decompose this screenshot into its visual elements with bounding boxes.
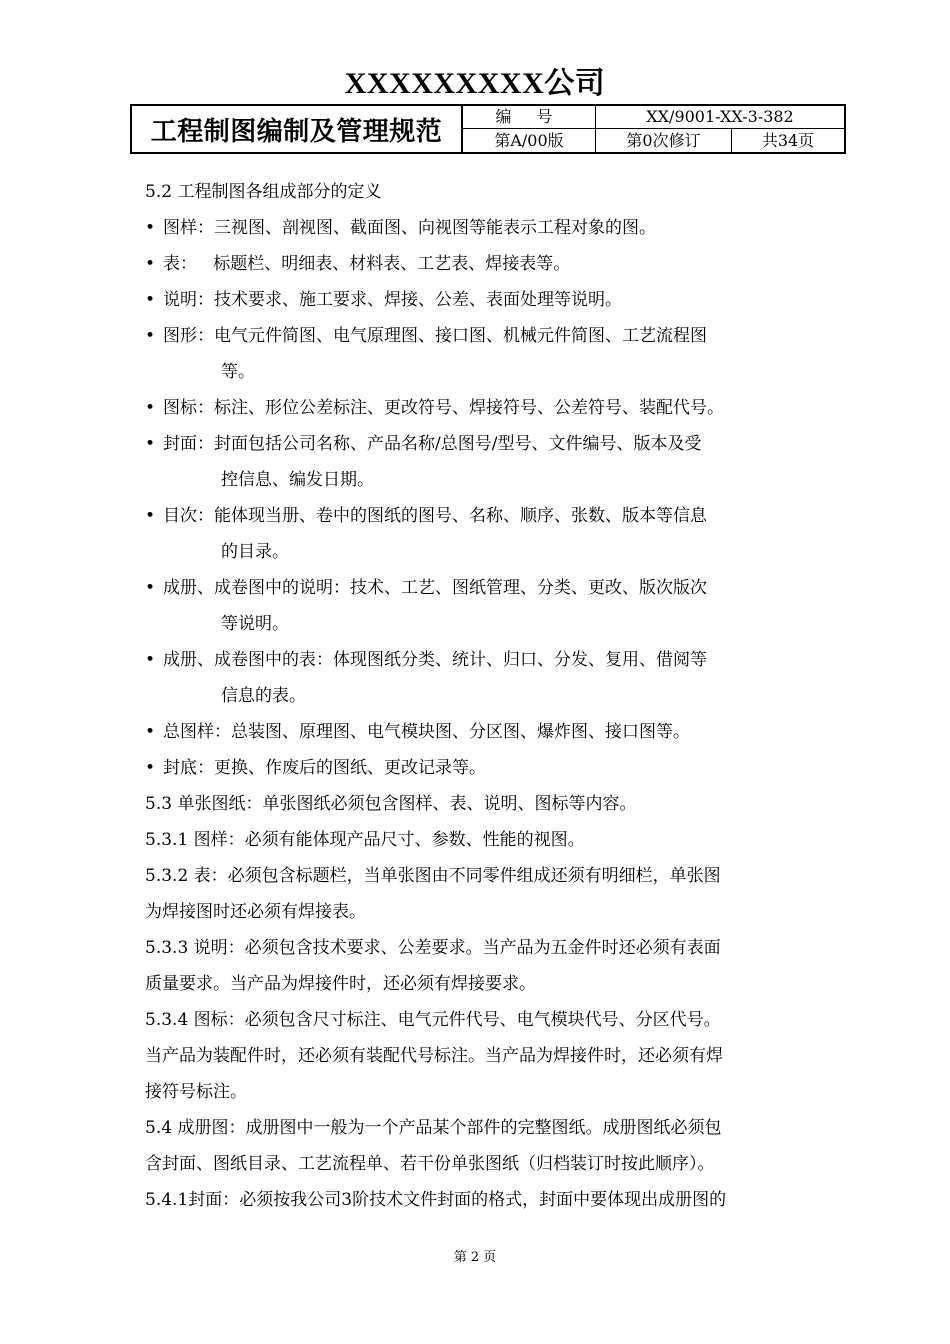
paragraph-line: 5.3.4 图标：必须包含尺寸标注、电气元件代号、电气模块代号、分区代号。 <box>145 1010 721 1030</box>
number-label: 编 号 <box>463 106 596 129</box>
paragraph-line: 5.3.3 说明：必须包含技术要求、公差要求。当产品为五金件时还必须有表面 <box>145 938 721 958</box>
definition-item <box>145 498 815 570</box>
definition-text: 图样：三视图、剖视图、截面图、向视图等能表示工程对象的图。 <box>163 218 656 238</box>
bullet-marker: • <box>145 506 156 526</box>
paragraph-line: 5.4.1封面：必须按我公司3阶技术文件封面的格式，封面中要体现出成册图的 <box>145 1190 727 1210</box>
definition-continuation: 的目录。 <box>221 542 289 562</box>
company-name: XXXXXXXXX公司 <box>344 67 606 100</box>
paragraph-line: 质量要求。当产品为焊接件时，还必须有焊接要求。 <box>145 974 536 994</box>
definition-item <box>145 642 815 714</box>
bullet-marker: • <box>145 758 156 778</box>
bullet-marker: • <box>145 578 156 598</box>
definition-text: 成册、成卷图中的表：体现图纸分类、统计、归口、分发、复用、借阅等 <box>163 650 707 670</box>
definition-continuation: 等。 <box>221 362 255 382</box>
paragraph-line: 含封面、图纸目录、工艺流程单、若干份单张图纸（归档装订时按此顺序）。 <box>145 1154 715 1174</box>
definition-item <box>145 426 815 498</box>
definition-text: 封底：更换、作废后的图纸、更改记录等。 <box>163 758 486 778</box>
definition-text: 说明：技术要求、施工要求、焊接、公差、表面处理等说明。 <box>163 290 622 310</box>
definition-text: 图形：电气元件简图、电气原理图、接口图、机械元件简图、工艺流程图 <box>163 326 707 346</box>
definition-continuation: 控信息、编发日期。 <box>221 470 374 490</box>
definition-text: 表： 标题栏、明细表、材料表、工艺表、焊接表等。 <box>163 254 571 274</box>
definition-text: 封面：封面包括公司名称、产品名称/总图号/型号、文件编号、版本及受 <box>163 434 702 454</box>
definition-item <box>145 246 815 282</box>
paragraph-line: 当产品为装配件时，还必须有装配代号标注。当产品为焊接件时，还必须有焊 <box>145 1046 723 1066</box>
bullet-marker: • <box>145 398 156 418</box>
page-footer: 第 2 页 <box>453 1250 497 1265</box>
document-body <box>145 174 815 1218</box>
page-count-cell: 共34页 <box>761 130 815 150</box>
definition-text: 总图样：总装图、原理图、电气模块图、分区图、爆炸图、接口图等。 <box>163 722 690 742</box>
definition-item <box>145 714 815 750</box>
bullet-marker: • <box>145 290 156 310</box>
definition-text: 图标：标注、形位公差标注、更改符号、焊接符号、公差符号、装配代号。 <box>163 398 724 418</box>
definition-text: 目次：能体现当册、卷中的图纸的图号、名称、顺序、张数、版本等信息 <box>163 506 707 526</box>
section-heading-5-2: 5.2 工程制图各组成部分的定义 <box>145 182 382 202</box>
definition-item <box>145 318 815 390</box>
paragraph-line: 5.3.1 图样：必须有能体现产品尺寸、参数、性能的视图。 <box>145 830 585 850</box>
definition-item <box>145 750 815 786</box>
document-header-table <box>130 104 846 154</box>
bullet-marker: • <box>145 326 156 346</box>
definition-continuation: 信息的表。 <box>221 686 306 706</box>
bullet-marker: • <box>145 722 156 742</box>
definition-item <box>145 210 815 246</box>
bullet-marker: • <box>145 254 156 274</box>
bullet-marker: • <box>145 650 156 670</box>
version-cell: 第A/00版 <box>463 129 596 152</box>
paragraph-line: 接符号标注。 <box>145 1082 247 1102</box>
paragraph-line: 5.3.2 表：必须包含标题栏，当单张图由不同零件组成还须有明细栏，单张图 <box>145 866 721 886</box>
definition-text: 成册、成卷图中的说明：技术、工艺、图纸管理、分类、更改、版次版次 <box>163 578 707 598</box>
document-title: 工程制图编制及管理规范 <box>132 106 463 152</box>
document-number: XX/9001-XX-3-382 <box>596 106 844 129</box>
bullet-marker: • <box>145 218 156 238</box>
revision-cell: 第0次修订 <box>596 129 732 152</box>
paragraph-line: 为焊接图时还必须有焊接表。 <box>145 902 366 922</box>
definition-item <box>145 570 815 642</box>
paragraph-line: 5.4 成册图：成册图中一般为一个产品某个部件的完整图纸。成册图纸必须包 <box>145 1118 722 1138</box>
definition-item <box>145 390 815 426</box>
bullet-marker: • <box>145 434 156 454</box>
paragraph-line: 5.3 单张图纸：单张图纸必须包含图样、表、说明、图标等内容。 <box>145 794 637 814</box>
definition-item <box>145 282 815 318</box>
definition-continuation: 等说明。 <box>221 614 289 634</box>
